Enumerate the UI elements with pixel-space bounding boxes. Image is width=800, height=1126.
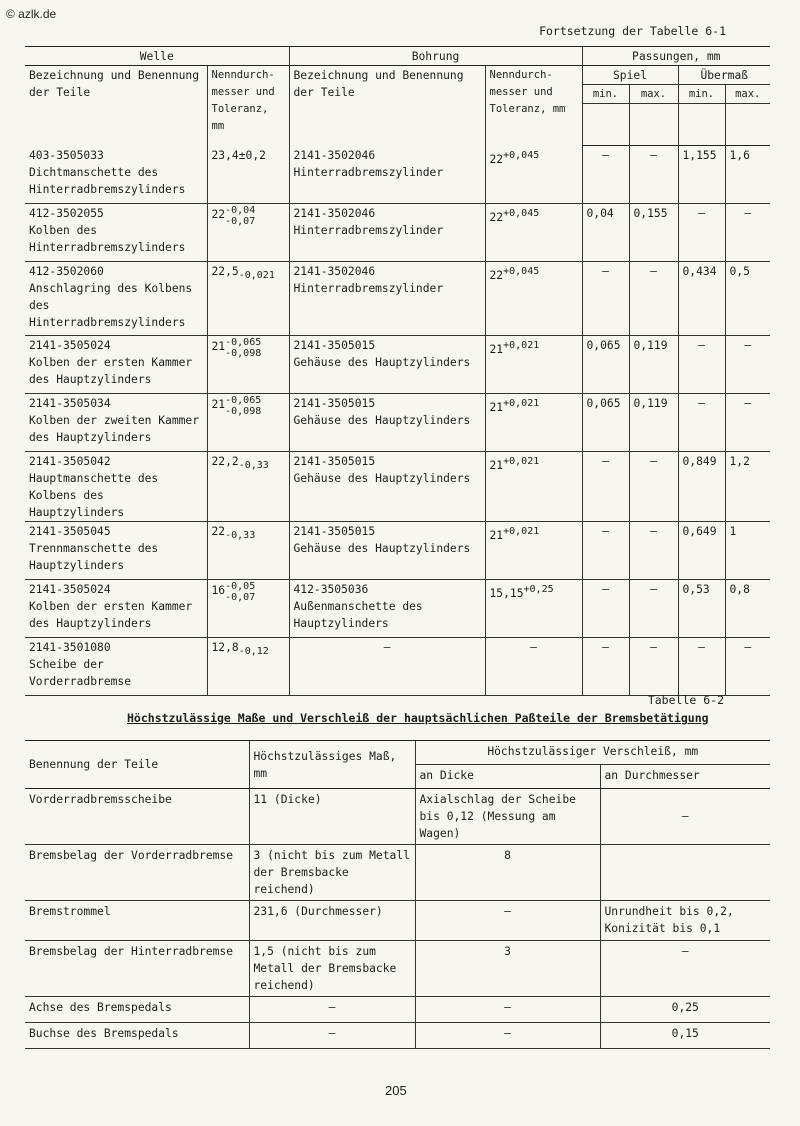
part-number: 412-3502055 — [29, 207, 104, 220]
spiel-max: 0,119 — [629, 394, 678, 452]
uebermass-max: 1,2 — [725, 452, 770, 522]
bore-cell — [289, 522, 485, 580]
spiel-min: – — [582, 452, 629, 522]
part-number: 2141-3505015 — [293, 455, 376, 468]
header-uebermass-min: min. — [678, 85, 725, 104]
uebermass-max: – — [725, 394, 770, 452]
tolerance: +0,045 — [503, 208, 540, 219]
part-name: Kolben der zweiten Kammer des Hauptzylinders — [29, 414, 200, 444]
part-number: 2141-3505015 — [293, 397, 376, 410]
bore-cell — [289, 262, 485, 336]
mass-cell: 231,6 (Durchmesser) — [249, 901, 415, 941]
nominal: 22 — [211, 525, 226, 538]
nominal: 21 — [489, 343, 504, 356]
part-number: 2141-3505015 — [293, 525, 376, 538]
nominal: 22,2 — [211, 455, 239, 468]
tolerance-upper: -0,065 — [225, 395, 262, 406]
nominal: 21 — [489, 459, 504, 472]
uebermass-min: – — [678, 394, 725, 452]
part-number: 2141-3505015 — [293, 339, 376, 352]
header-bezeichnung-welle: Bezeichnung und Benennung der Teile — [29, 69, 200, 99]
uebermass-min: 0,849 — [678, 452, 725, 522]
bore-cell — [289, 146, 485, 204]
tolerance: -0,33 — [238, 460, 269, 471]
tolerance: -0,021 — [238, 270, 275, 281]
tolerance-cell — [207, 262, 289, 336]
spiel-max: – — [629, 262, 678, 336]
tolerance-cell — [485, 146, 582, 204]
tolerance-cell — [207, 638, 289, 696]
part-number: 2141-3502046 — [293, 207, 376, 220]
nominal: 21 — [211, 398, 226, 411]
header-spiel-min: min. — [582, 85, 629, 104]
part-name: Hauptmanschette des Kolbens des Hauptzylinders — [29, 472, 159, 519]
uebermass-min: 0,434 — [678, 262, 725, 336]
tolerance-cell — [207, 394, 289, 452]
nominal: 22 — [489, 269, 504, 282]
part-name: Scheibe der Vorderradbremse — [29, 658, 132, 688]
dicke-cell: – — [415, 901, 600, 941]
nominal: 22 — [211, 208, 226, 221]
table-row: Buchse des Bremspedals — [25, 1023, 249, 1049]
part-number: 2141-3505024 — [29, 339, 111, 352]
tolerance-cell — [485, 394, 582, 452]
watermark: © azlk.de — [6, 7, 57, 21]
tolerance-cell — [207, 452, 289, 522]
tolerance-cell — [207, 522, 289, 580]
part-number: – — [383, 641, 391, 654]
header-spiel: Spiel — [582, 66, 678, 85]
mass-cell: – — [249, 997, 415, 1023]
spiel-min: – — [582, 522, 629, 580]
header-nenn-bohrung: Nenndurch-messer und Toleranz, mm — [485, 66, 582, 146]
nominal: 21 — [211, 340, 226, 353]
tolerance: +0,045 — [503, 149, 540, 161]
durchmesser-cell — [600, 845, 770, 901]
dicke-cell: 8 — [415, 845, 600, 901]
uebermass-max: – — [725, 204, 770, 262]
part-name: Gehäuse des Hauptzylinders — [293, 356, 471, 369]
tolerance-cell — [485, 638, 582, 696]
header-durchmesser: an Durchmesser — [600, 765, 770, 789]
mass-cell: 1,5 (nicht bis zum Metall der Bremsbacke reichend) — [249, 941, 415, 997]
part-name: Außenmanschette des Hauptzylinders — [293, 600, 423, 630]
tolerance: +0,021 — [503, 526, 540, 537]
dicke-cell: – — [415, 997, 600, 1023]
bore-cell — [289, 394, 485, 452]
header-dicke: an Dicke — [415, 765, 600, 789]
tolerance-cell — [485, 452, 582, 522]
part-number: 403-3505033 — [29, 148, 104, 162]
header-benennung: Benennung der Teile — [25, 741, 249, 789]
nominal: 12,8 — [211, 641, 239, 654]
spiel-max: – — [629, 580, 678, 638]
part-number: 412-3505036 — [293, 583, 369, 596]
uebermass-max: 0,8 — [725, 580, 770, 638]
tolerance-lower: -0,098 — [225, 406, 262, 417]
spiel-max: – — [629, 452, 678, 522]
tolerance: +0,021 — [503, 340, 540, 351]
tolerance-lower: -0,07 — [225, 592, 256, 603]
table-6-2 — [25, 740, 770, 1049]
part-name: Dichtmanschette des Hinterradbremszylinders — [29, 165, 186, 196]
part-number: 2141-3505034 — [29, 397, 111, 410]
table-row — [25, 394, 207, 452]
spiel-min: – — [582, 262, 629, 336]
part-number: 2141-3502046 — [293, 265, 376, 278]
nominal: 22,5 — [211, 265, 239, 278]
bore-cell — [289, 336, 485, 394]
uebermass-min: – — [678, 336, 725, 394]
tolerance-cell — [485, 204, 582, 262]
tolerance-upper: -0,04 — [225, 205, 256, 216]
uebermass-min: – — [678, 638, 725, 696]
dicke-cell: Axialschlag der Scheibe bis 0,12 (Messung am Wagen) — [415, 789, 600, 845]
tolerance-lower: -0,07 — [225, 216, 256, 227]
table-row — [25, 522, 207, 580]
uebermass-min: 0,53 — [678, 580, 725, 638]
part-number: 2141-3505024 — [29, 583, 111, 596]
tolerance: +0,021 — [503, 398, 540, 409]
table-6-2-caption: Tabelle 6-2 — [647, 693, 724, 707]
spiel-min: 0,065 — [582, 394, 629, 452]
part-number: 2141-3502046 — [293, 148, 376, 162]
part-name: Kolben des Hinterradbremszylinders — [29, 224, 186, 254]
tolerance-cell — [207, 336, 289, 394]
uebermass-min: 1,155 — [678, 146, 725, 204]
bore-cell — [289, 638, 485, 696]
continuation-label: Fortsetzung der Tabelle 6-1 — [539, 24, 726, 38]
uebermass-max: – — [725, 638, 770, 696]
part-name: Kolben der ersten Kammer des Hauptzylinders — [29, 600, 193, 630]
nominal: 22 — [489, 211, 504, 224]
header-uebermass: Übermaß — [678, 66, 770, 85]
uebermass-min: 0,649 — [678, 522, 725, 580]
tolerance: +0,25 — [523, 584, 554, 595]
part-name: Hinterradbremszylinder — [293, 224, 444, 237]
table-row — [25, 336, 207, 394]
tolerance-cell — [485, 262, 582, 336]
durchmesser-cell: 0,15 — [600, 1023, 770, 1049]
header-nenn-welle: Nenndurch-messer und Toleranz, mm — [207, 66, 289, 146]
spiel-min: – — [582, 146, 629, 204]
header-bezeichnung-bohrung: Bezeichnung und Benennung der Teile — [289, 66, 485, 146]
tolerance-cell — [485, 522, 582, 580]
part-name: Gehäuse des Hauptzylinders — [293, 542, 471, 555]
bore-cell — [289, 452, 485, 522]
mass-cell: 11 (Dicke) — [249, 789, 415, 845]
spiel-min: – — [582, 638, 629, 696]
tolerance-upper: -0,065 — [225, 337, 262, 348]
durchmesser-cell: Unrundheit bis 0,2, Konizität bis 0,1 — [600, 901, 770, 941]
header-mass: Höchstzulässiges Maß, mm — [249, 741, 415, 789]
part-name: Anschlagring des Kolbens des Hinterradbremszylinders — [29, 282, 193, 329]
table-row — [25, 638, 207, 696]
header-bohrung: Bohrung — [289, 47, 582, 66]
nominal: – — [530, 641, 537, 654]
part-number: 2141-3501080 — [29, 641, 111, 654]
table-row: Bremsbelag der Vorderradbremse — [25, 845, 249, 901]
mass-cell: 3 (nicht bis zum Metall der Bremsbacke reichend) — [249, 845, 415, 901]
part-name: Hinterradbremszylinder — [293, 282, 444, 295]
table-6-1-continuation — [25, 46, 770, 696]
tolerance-lower: -0,098 — [225, 348, 262, 359]
table-row — [25, 580, 207, 638]
spiel-min: 0,04 — [582, 204, 629, 262]
page-number: 205 — [385, 1083, 407, 1098]
uebermass-min: – — [678, 204, 725, 262]
part-name: Gehäuse des Hauptzylinders — [293, 472, 471, 485]
header-spiel-max: max. — [629, 85, 678, 104]
table-row: Achse des Bremspedals — [25, 997, 249, 1023]
uebermass-max: – — [725, 336, 770, 394]
tolerance: ±0,2 — [238, 148, 266, 162]
table-6-2-title: Höchstzulässige Maße und Verschleiß der hauptsächlichen Paßteile der Bremsbetätigung — [127, 711, 709, 725]
table-row — [25, 262, 207, 336]
tolerance-cell — [485, 580, 582, 638]
tolerance: +0,045 — [503, 266, 540, 277]
part-number: 412-3502060 — [29, 265, 104, 278]
tolerance: +0,021 — [503, 456, 540, 467]
header-uebermass-max: max. — [725, 85, 770, 104]
nominal: 21 — [489, 529, 504, 542]
durchmesser-cell: 0,25 — [600, 997, 770, 1023]
tolerance-cell — [207, 146, 289, 204]
header-welle: Welle — [25, 47, 289, 66]
nominal: 15,15 — [489, 587, 524, 600]
uebermass-max: 1,6 — [725, 146, 770, 204]
bore-cell — [289, 580, 485, 638]
spiel-min: 0,065 — [582, 336, 629, 394]
part-number: 2141-3505042 — [29, 455, 111, 468]
spiel-max: – — [629, 638, 678, 696]
table-row — [25, 452, 207, 522]
uebermass-max: 1 — [725, 522, 770, 580]
table-row: Vorderradbremsscheibe — [25, 789, 249, 845]
tolerance-cell — [485, 336, 582, 394]
mass-cell: – — [249, 1023, 415, 1049]
table-row — [25, 146, 207, 204]
part-name: Hinterradbremszylinder — [293, 165, 444, 179]
spiel-max: – — [629, 146, 678, 204]
part-name: Kolben der ersten Kammer des Hauptzylinders — [29, 356, 193, 386]
dicke-cell: 3 — [415, 941, 600, 997]
spiel-max: – — [629, 522, 678, 580]
part-name: Gehäuse des Hauptzylinders — [293, 414, 471, 427]
table-row: Bremstrommel — [25, 901, 249, 941]
nominal: 16 — [211, 584, 226, 597]
spiel-max: 0,155 — [629, 204, 678, 262]
nominal: 22 — [489, 152, 504, 166]
dicke-cell: – — [415, 1023, 600, 1049]
durchmesser-cell: – — [600, 941, 770, 997]
tolerance-cell — [207, 580, 289, 638]
table-row — [25, 204, 207, 262]
part-number: 2141-3505045 — [29, 525, 111, 538]
header-passungen: Passungen, mm — [582, 47, 770, 66]
tolerance-cell — [207, 204, 289, 262]
tolerance: -0,12 — [238, 646, 269, 657]
tolerance: -0,33 — [225, 530, 256, 541]
spiel-min: – — [582, 580, 629, 638]
header-verschleiss: Höchstzulässiger Verschleiß, mm — [415, 741, 770, 765]
durchmesser-cell: – — [600, 789, 770, 845]
bore-cell — [289, 204, 485, 262]
spiel-max: 0,119 — [629, 336, 678, 394]
table-row: Bremsbelag der Hinterradbremse — [25, 941, 249, 997]
uebermass-max: 0,5 — [725, 262, 770, 336]
part-name: Trennmanschette des Hauptzylinders — [29, 542, 159, 572]
nominal: 23,4 — [211, 148, 239, 162]
nominal: 21 — [489, 401, 504, 414]
tolerance-upper: -0,05 — [225, 581, 256, 592]
